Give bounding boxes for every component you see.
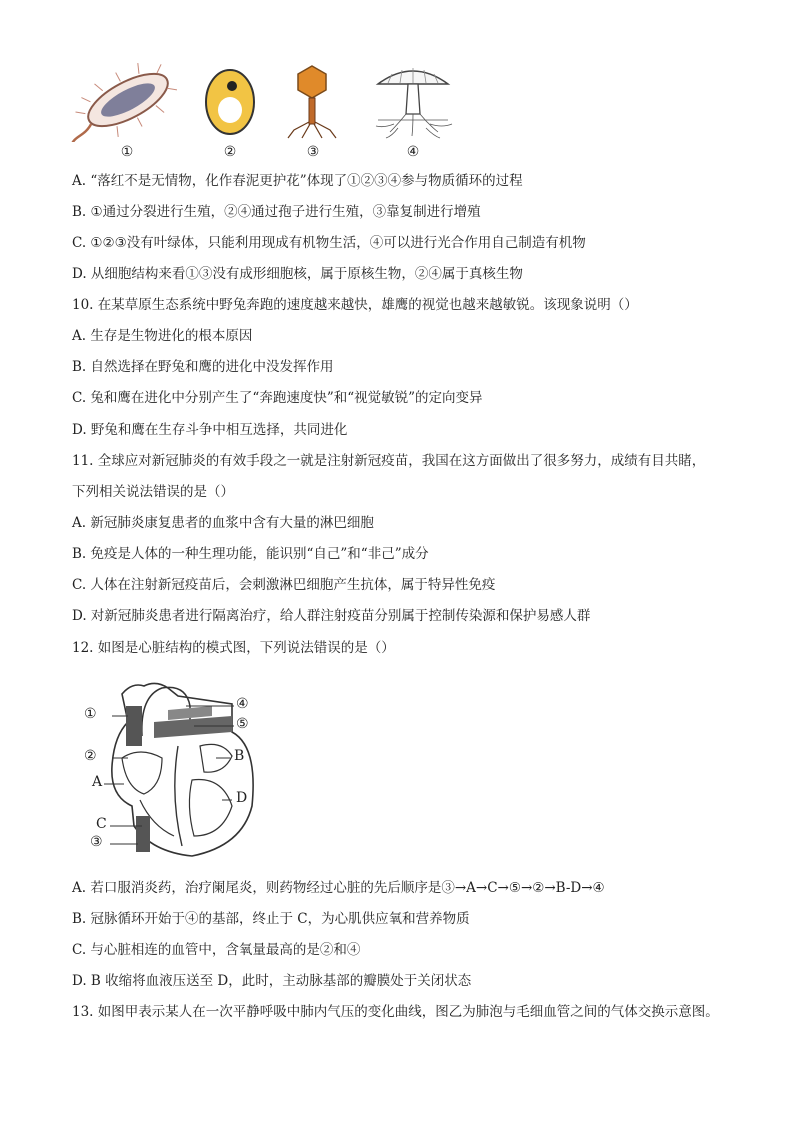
q10-option-c: C. 兔和鹰在进化中分别产生了“奔跑速度快”和“视觉敏锐”的定向变异 <box>72 390 483 406</box>
q11-stem-line2: 下列相关说法错误的是（） <box>72 484 234 500</box>
heart-label-2: ② <box>84 748 97 764</box>
heart-label-D: D <box>236 790 248 806</box>
q10-option-d: D. 野兔和鹰在生存斗争中相互选择，共同进化 <box>72 422 348 438</box>
heart-label-3: ③ <box>90 834 103 850</box>
q12-option-a: A. 若口服消炎药，治疗阑尾炎，则药物经过心脏的先后顺序是③→A→C→⑤→②→B-D→④ <box>72 880 605 896</box>
q12-option-c: C. 与心脏相连的血管中，含氧量最高的是②和④ <box>72 942 361 958</box>
q11-stem-line1: 11. 全球应对新冠肺炎的有效手段之一就是注射新冠疫苗，我国在这方面做出了很多努力，成绩有目共睹， <box>72 453 706 469</box>
q11-option-b: B. 免疫是人体的一种生理功能，能识别“自己”和“非己”成分 <box>72 546 429 562</box>
q10-option-b: B. 自然选择在野兔和鹰的进化中没发挥作用 <box>72 359 334 375</box>
organism-label-4: ④ <box>406 144 420 160</box>
organism-label-3: ③ <box>306 144 320 160</box>
heart-label-A: A <box>92 774 103 790</box>
bacterium-image <box>70 62 180 142</box>
q9-option-a: A. “落红不是无情物，化作春泥更护花”体现了①②③④参与物质循环的过程 <box>72 173 523 189</box>
q11-option-a: A. 新冠肺炎康复患者的血浆中含有大量的淋巴细胞 <box>72 515 374 531</box>
virus-image <box>282 62 342 142</box>
q12-option-d: D. B 收缩将血液压送至 D，此时，主动脉基部的瓣膜处于关闭状态 <box>72 973 472 989</box>
heart-label-4: ④ <box>236 696 249 712</box>
q9-option-d: D. 从细胞结构来看①③没有成形细胞核，属于原核生物，②④属于真核生物 <box>72 266 523 282</box>
q11-option-d: D. 对新冠肺炎患者进行隔离治疗，给人群注射疫苗分别属于控制传染源和保护易感人群 <box>72 608 591 624</box>
heart-label-B: B <box>234 748 245 764</box>
heart-label-5: ⑤ <box>236 716 249 732</box>
heart-diagram <box>82 676 272 860</box>
mushroom-image <box>368 62 458 142</box>
organism-label-1: ① <box>120 144 134 160</box>
heart-label-C: C <box>96 816 107 832</box>
yeast-cell-image <box>200 62 260 142</box>
q12-option-b: B. 冠脉循环开始于④的基部，终止于 C，为心肌供应氧和营养物质 <box>72 911 470 927</box>
organisms-figure <box>70 62 460 162</box>
q9-option-c: C. ①②③没有叶绿体，只能利用现成有机物生活，④可以进行光合作用自己制造有机物 <box>72 235 586 251</box>
q13-stem: 13. 如图甲表示某人在一次平静呼吸中肺内气压的变化曲线，图乙为肺泡与毛细血管之间的气体交换示意图。 <box>72 1004 719 1020</box>
q10-stem: 10. 在某草原生态系统中野兔奔跑的速度越来越快，雄鹰的视觉也越来越敏锐。该现象说明（） <box>72 297 638 313</box>
q11-option-c: C. 人体在注射新冠疫苗后，会刺激淋巴细胞产生抗体，属于特异性免疫 <box>72 577 496 593</box>
organism-label-2: ② <box>223 144 237 160</box>
q12-stem: 12. 如图是心脏结构的模式图，下列说法错误的是（） <box>72 640 395 656</box>
q9-option-b: B. ①通过分裂进行生殖，②④通过孢子进行生殖，③靠复制进行增殖 <box>72 204 481 220</box>
q10-option-a: A. 生存是生物进化的根本原因 <box>72 328 253 344</box>
heart-label-1: ① <box>84 706 97 722</box>
